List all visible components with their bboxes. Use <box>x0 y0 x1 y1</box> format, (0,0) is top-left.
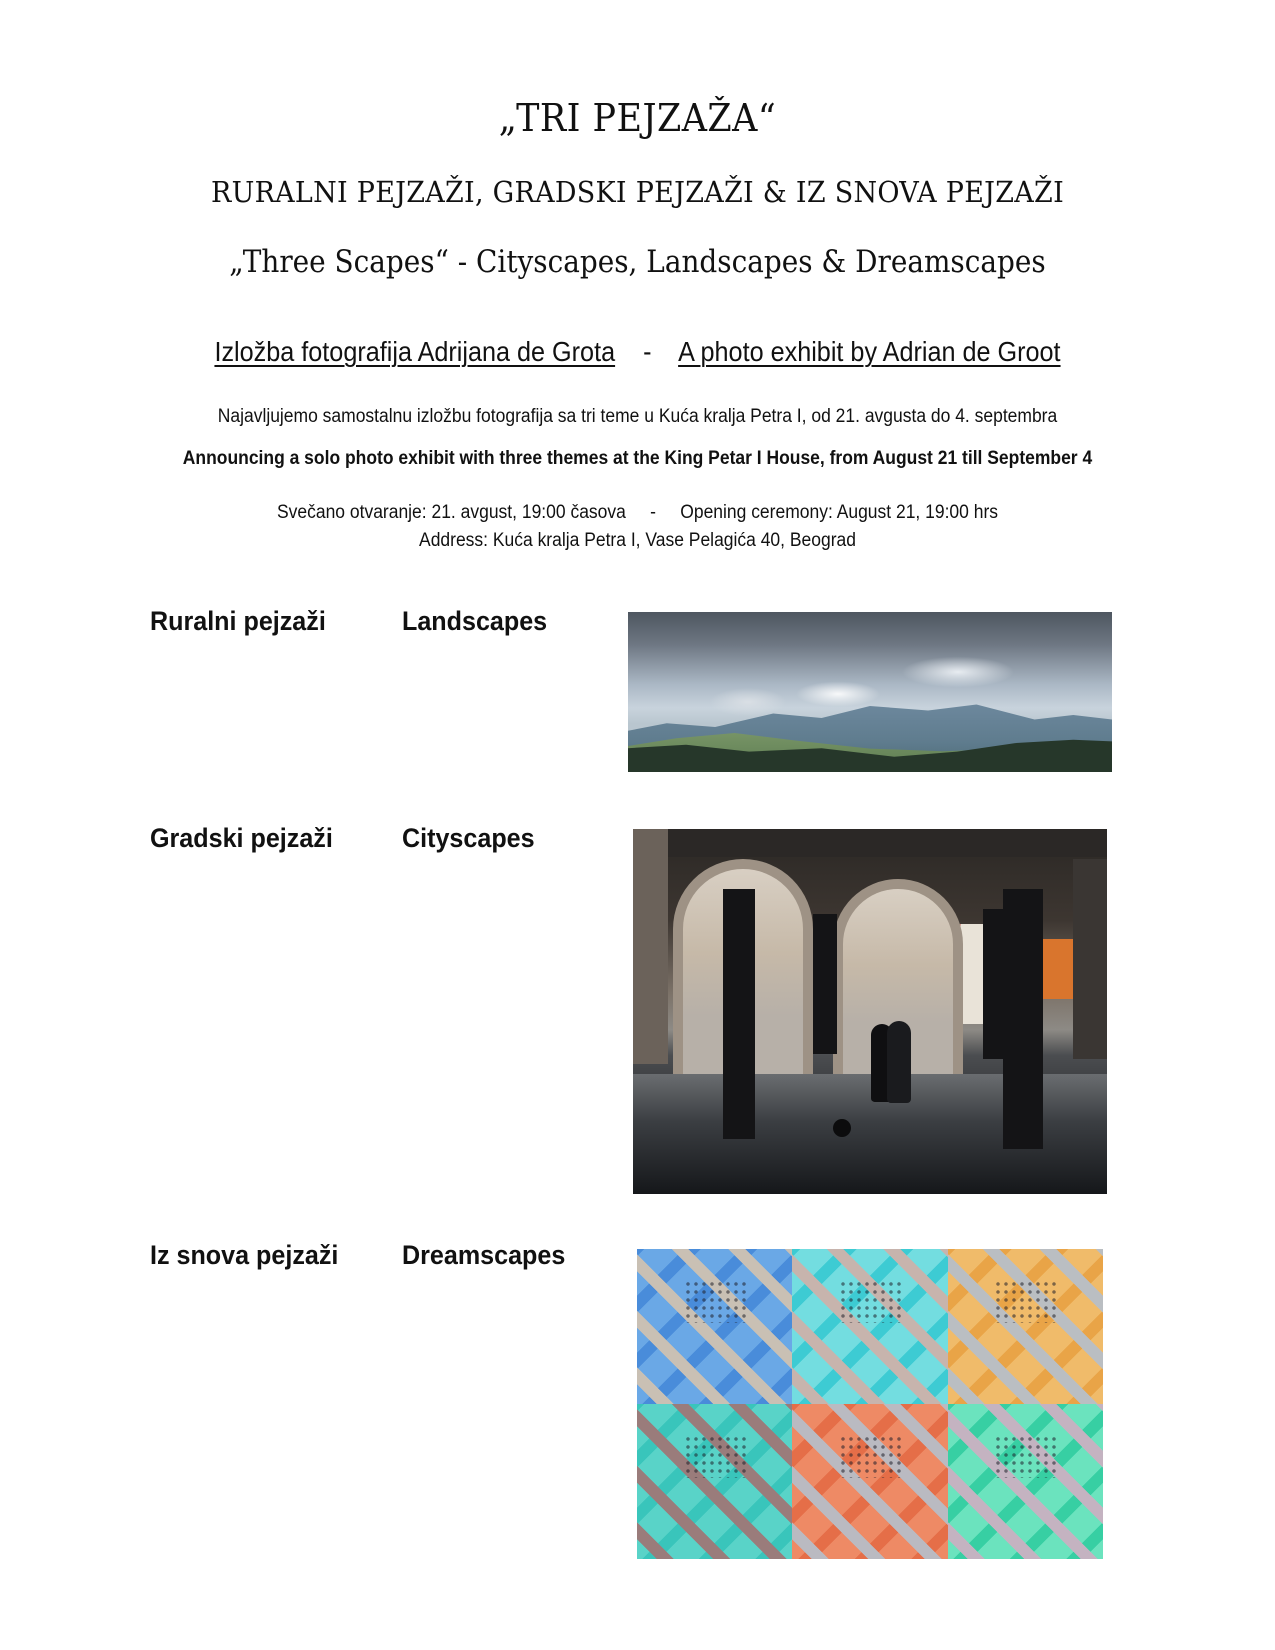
announcement-english: Announcing a solo photo exhibit with three themes at the King Petar I House, from August 21 till September 4 <box>182 448 1093 469</box>
collage-tile <box>792 1249 947 1404</box>
collage-tile <box>637 1249 792 1404</box>
exhibit-title: „TRI PEJZAŽA“ <box>498 96 777 140</box>
theme-label-english: Landscapes <box>402 606 548 636</box>
theme-label-english: Dreamscapes <box>402 1240 566 1270</box>
exhibit-subtitle: RURALNI PEJZAŽI, GRADSKI PEJZAŽI & IZ SNOVA PEJZAŽI <box>210 175 1065 209</box>
theme-label-serbian: Iz snova pejzaži <box>150 1240 339 1270</box>
mountain-landscape-photo <box>628 612 1112 772</box>
ball <box>833 1119 851 1137</box>
column <box>723 889 755 1139</box>
collage-tile <box>948 1404 1103 1559</box>
byline-separator: - <box>615 336 679 367</box>
collage-tile <box>637 1404 792 1559</box>
column <box>1003 889 1043 1149</box>
theme-label-english: Cityscapes <box>402 823 535 853</box>
byline-english: A photo exhibit by Adrian de Groot <box>678 336 1061 367</box>
announcement-serbian: Najavljujemo samostalnu izložbu fotografija sa tri teme u Kuća kralja Petra I, od 21. avgusta do 4. septembra <box>217 406 1058 427</box>
theme-label-serbian: Ruralni pejzaži <box>150 606 326 636</box>
byline <box>64 336 1212 368</box>
theme-label-serbian: Gradski pejzaži <box>150 823 333 853</box>
collage-tile <box>948 1249 1103 1404</box>
column <box>813 914 837 1054</box>
event-address: Address: Kuća kralja Petra I, Vase Pelagića 40, Beograd <box>419 530 856 551</box>
opening-serbian: Svečano otvaranje: 21. avgust, 19:00 časova <box>276 502 626 523</box>
byline-serbian: Izložba fotografija Adrijana de Grota <box>214 336 616 367</box>
opening-ceremony <box>51 502 1224 524</box>
arcade-children-photo <box>633 829 1107 1194</box>
exhibit-tagline: „Three Scapes“ - Cityscapes, Landscapes & Dreamscapes <box>229 244 1046 280</box>
child-silhouette <box>887 1021 911 1103</box>
collage-tile <box>792 1404 947 1559</box>
opening-separator: - <box>625 502 681 523</box>
opening-english: Opening ceremony: August 21, 19:00 hrs <box>680 502 999 523</box>
kaleidoscope-collage-photo <box>637 1249 1103 1559</box>
